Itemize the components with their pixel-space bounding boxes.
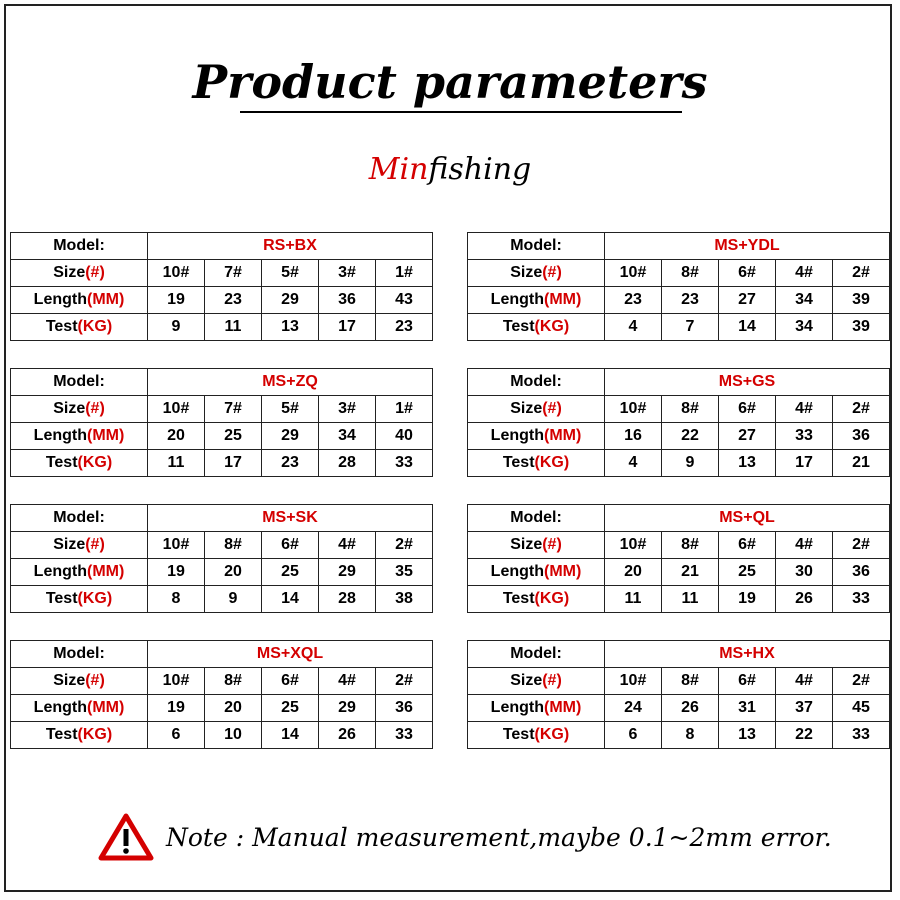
size-value: 3# bbox=[319, 396, 376, 423]
model-name: RS+BX bbox=[148, 233, 433, 260]
test-label-text: Test bbox=[502, 726, 535, 743]
size-value: 10# bbox=[605, 260, 662, 287]
size-label bbox=[11, 260, 148, 287]
test-value: 14 bbox=[262, 722, 319, 749]
size-value: 4# bbox=[776, 260, 833, 287]
test-value: 23 bbox=[376, 314, 433, 341]
size-label bbox=[468, 532, 605, 559]
test-value: 9 bbox=[662, 450, 719, 477]
spec-table bbox=[10, 232, 433, 341]
length-label-text: Length bbox=[490, 291, 544, 308]
spec-table bbox=[467, 504, 890, 613]
length-unit: (MM) bbox=[87, 563, 125, 580]
test-value: 19 bbox=[719, 586, 776, 613]
test-value: 4 bbox=[605, 450, 662, 477]
size-value: 4# bbox=[319, 668, 376, 695]
test-value: 17 bbox=[205, 450, 262, 477]
length-value: 20 bbox=[605, 559, 662, 586]
size-label-text: Size bbox=[53, 400, 86, 417]
size-label bbox=[11, 532, 148, 559]
length-value: 36 bbox=[319, 287, 376, 314]
test-unit: (KG) bbox=[534, 318, 570, 335]
length-value: 40 bbox=[376, 423, 433, 450]
model-row bbox=[11, 233, 433, 260]
length-value: 20 bbox=[205, 695, 262, 722]
size-value: 2# bbox=[376, 668, 433, 695]
test-value: 28 bbox=[319, 586, 376, 613]
test-value: 13 bbox=[262, 314, 319, 341]
test-value: 6 bbox=[148, 722, 205, 749]
test-value: 8 bbox=[148, 586, 205, 613]
length-row bbox=[11, 695, 433, 722]
test-label bbox=[468, 450, 605, 477]
length-value: 33 bbox=[776, 423, 833, 450]
test-row bbox=[468, 586, 890, 613]
test-row bbox=[11, 722, 433, 749]
test-label-text: Test bbox=[45, 726, 78, 743]
size-value: 4# bbox=[776, 532, 833, 559]
size-value: 2# bbox=[833, 396, 890, 423]
length-value: 29 bbox=[262, 287, 319, 314]
size-value: 10# bbox=[148, 396, 205, 423]
test-value: 33 bbox=[833, 722, 890, 749]
spec-table bbox=[467, 640, 890, 749]
size-value: 6# bbox=[262, 532, 319, 559]
test-unit: (KG) bbox=[534, 454, 570, 471]
length-label-text: Length bbox=[33, 291, 87, 308]
test-value: 7 bbox=[662, 314, 719, 341]
test-label bbox=[468, 314, 605, 341]
size-value: 10# bbox=[148, 260, 205, 287]
size-label-text: Size bbox=[510, 264, 543, 281]
size-label-text: Size bbox=[53, 264, 86, 281]
model-label: Model: bbox=[468, 233, 605, 260]
size-value: 8# bbox=[205, 532, 262, 559]
test-value: 26 bbox=[319, 722, 376, 749]
length-value: 19 bbox=[148, 559, 205, 586]
model-name: MS+ZQ bbox=[148, 369, 433, 396]
length-row bbox=[468, 423, 890, 450]
test-label bbox=[11, 314, 148, 341]
test-value: 17 bbox=[776, 450, 833, 477]
length-row bbox=[468, 695, 890, 722]
size-row bbox=[11, 260, 433, 287]
size-value: 10# bbox=[148, 668, 205, 695]
size-label-text: Size bbox=[510, 400, 543, 417]
size-label bbox=[11, 396, 148, 423]
spec-table bbox=[467, 368, 890, 477]
test-value: 34 bbox=[776, 314, 833, 341]
model-name: MS+XQL bbox=[148, 641, 433, 668]
test-value: 11 bbox=[605, 586, 662, 613]
test-value: 23 bbox=[262, 450, 319, 477]
length-value: 29 bbox=[319, 559, 376, 586]
size-label bbox=[11, 668, 148, 695]
size-value: 8# bbox=[662, 532, 719, 559]
length-value: 43 bbox=[376, 287, 433, 314]
test-value: 21 bbox=[833, 450, 890, 477]
size-row bbox=[11, 532, 433, 559]
length-label-text: Length bbox=[490, 427, 544, 444]
note-text: Note : Manual measurement,maybe 0.1~2mm error. bbox=[166, 822, 832, 852]
length-row bbox=[468, 287, 890, 314]
length-value: 16 bbox=[605, 423, 662, 450]
model-label: Model: bbox=[468, 641, 605, 668]
test-value: 9 bbox=[205, 586, 262, 613]
size-value: 2# bbox=[376, 532, 433, 559]
test-label-text: Test bbox=[45, 454, 78, 471]
length-unit: (MM) bbox=[544, 699, 582, 716]
model-row bbox=[468, 641, 890, 668]
length-label-text: Length bbox=[490, 699, 544, 716]
size-value: 6# bbox=[719, 668, 776, 695]
page-title: Product parameters bbox=[192, 55, 708, 109]
warning-icon bbox=[98, 813, 154, 861]
size-label bbox=[468, 260, 605, 287]
brand-name bbox=[0, 150, 900, 190]
length-value: 21 bbox=[662, 559, 719, 586]
size-label-text: Size bbox=[510, 672, 543, 689]
test-value: 33 bbox=[833, 586, 890, 613]
model-row bbox=[11, 505, 433, 532]
test-value: 9 bbox=[148, 314, 205, 341]
test-label-text: Test bbox=[502, 590, 535, 607]
size-row bbox=[468, 668, 890, 695]
spec-table bbox=[10, 640, 433, 749]
size-value: 8# bbox=[662, 668, 719, 695]
size-value: 3# bbox=[319, 260, 376, 287]
model-label: Model: bbox=[468, 369, 605, 396]
spec-table bbox=[10, 504, 433, 613]
size-value: 10# bbox=[605, 668, 662, 695]
model-name: MS+GS bbox=[605, 369, 890, 396]
model-label: Model: bbox=[11, 505, 148, 532]
length-unit: (MM) bbox=[87, 699, 125, 716]
model-name: MS+YDL bbox=[605, 233, 890, 260]
size-value: 2# bbox=[833, 532, 890, 559]
model-name: MS+QL bbox=[605, 505, 890, 532]
size-unit: (#) bbox=[85, 264, 105, 281]
size-value: 10# bbox=[148, 532, 205, 559]
test-value: 26 bbox=[776, 586, 833, 613]
test-unit: (KG) bbox=[534, 726, 570, 743]
test-value: 10 bbox=[205, 722, 262, 749]
length-row bbox=[11, 559, 433, 586]
size-value: 6# bbox=[719, 260, 776, 287]
test-unit: (KG) bbox=[77, 454, 113, 471]
size-label-text: Size bbox=[53, 672, 86, 689]
size-label bbox=[468, 396, 605, 423]
test-value: 8 bbox=[662, 722, 719, 749]
model-row bbox=[11, 369, 433, 396]
length-value: 39 bbox=[833, 287, 890, 314]
size-value: 2# bbox=[833, 260, 890, 287]
length-value: 36 bbox=[376, 695, 433, 722]
size-unit: (#) bbox=[85, 400, 105, 417]
test-value: 33 bbox=[376, 722, 433, 749]
size-value: 4# bbox=[319, 532, 376, 559]
length-value: 24 bbox=[605, 695, 662, 722]
length-value: 19 bbox=[148, 287, 205, 314]
test-label-text: Test bbox=[502, 454, 535, 471]
size-row bbox=[468, 260, 890, 287]
test-value: 17 bbox=[319, 314, 376, 341]
test-value: 38 bbox=[376, 586, 433, 613]
length-label bbox=[468, 287, 605, 314]
test-value: 11 bbox=[662, 586, 719, 613]
test-value: 39 bbox=[833, 314, 890, 341]
size-value: 2# bbox=[833, 668, 890, 695]
length-label bbox=[468, 559, 605, 586]
size-value: 8# bbox=[662, 396, 719, 423]
length-label-text: Length bbox=[33, 427, 87, 444]
model-row bbox=[11, 641, 433, 668]
length-label-text: Length bbox=[33, 563, 87, 580]
length-value: 25 bbox=[205, 423, 262, 450]
length-value: 19 bbox=[148, 695, 205, 722]
size-row bbox=[11, 668, 433, 695]
size-unit: (#) bbox=[85, 672, 105, 689]
test-label bbox=[11, 722, 148, 749]
size-label bbox=[468, 668, 605, 695]
length-value: 26 bbox=[662, 695, 719, 722]
test-value: 13 bbox=[719, 450, 776, 477]
length-value: 23 bbox=[605, 287, 662, 314]
model-name: MS+SK bbox=[148, 505, 433, 532]
length-value: 35 bbox=[376, 559, 433, 586]
length-value: 20 bbox=[205, 559, 262, 586]
length-value: 25 bbox=[262, 559, 319, 586]
model-row bbox=[468, 233, 890, 260]
length-label bbox=[11, 559, 148, 586]
test-unit: (KG) bbox=[534, 590, 570, 607]
length-value: 29 bbox=[262, 423, 319, 450]
length-label bbox=[468, 695, 605, 722]
test-unit: (KG) bbox=[77, 590, 113, 607]
model-name: MS+HX bbox=[605, 641, 890, 668]
title-underline bbox=[240, 111, 682, 113]
size-row bbox=[11, 396, 433, 423]
length-value: 36 bbox=[833, 559, 890, 586]
length-value: 23 bbox=[662, 287, 719, 314]
length-value: 20 bbox=[148, 423, 205, 450]
length-row bbox=[468, 559, 890, 586]
size-value: 5# bbox=[262, 260, 319, 287]
test-label bbox=[11, 586, 148, 613]
test-row bbox=[11, 314, 433, 341]
length-value: 25 bbox=[719, 559, 776, 586]
length-label bbox=[11, 695, 148, 722]
test-unit: (KG) bbox=[77, 726, 113, 743]
size-unit: (#) bbox=[542, 536, 562, 553]
length-value: 27 bbox=[719, 423, 776, 450]
size-value: 6# bbox=[719, 532, 776, 559]
test-label-text: Test bbox=[45, 318, 78, 335]
model-label: Model: bbox=[11, 233, 148, 260]
note-row bbox=[98, 812, 858, 862]
brand-part-min: Min bbox=[368, 152, 429, 187]
test-row bbox=[11, 586, 433, 613]
length-label bbox=[468, 423, 605, 450]
size-row bbox=[468, 532, 890, 559]
length-label-text: Length bbox=[33, 699, 87, 716]
length-label bbox=[11, 287, 148, 314]
length-value: 45 bbox=[833, 695, 890, 722]
size-value: 8# bbox=[205, 668, 262, 695]
size-value: 5# bbox=[262, 396, 319, 423]
model-label: Model: bbox=[468, 505, 605, 532]
length-value: 29 bbox=[319, 695, 376, 722]
test-value: 33 bbox=[376, 450, 433, 477]
test-value: 28 bbox=[319, 450, 376, 477]
size-value: 10# bbox=[605, 396, 662, 423]
size-value: 4# bbox=[776, 396, 833, 423]
size-unit: (#) bbox=[542, 264, 562, 281]
size-value: 1# bbox=[376, 396, 433, 423]
test-row bbox=[468, 314, 890, 341]
test-value: 11 bbox=[205, 314, 262, 341]
test-row bbox=[11, 450, 433, 477]
length-value: 37 bbox=[776, 695, 833, 722]
size-label-text: Size bbox=[53, 536, 86, 553]
test-value: 14 bbox=[719, 314, 776, 341]
test-value: 4 bbox=[605, 314, 662, 341]
length-value: 27 bbox=[719, 287, 776, 314]
length-unit: (MM) bbox=[544, 427, 582, 444]
test-label-text: Test bbox=[502, 318, 535, 335]
size-row bbox=[468, 396, 890, 423]
test-value: 22 bbox=[776, 722, 833, 749]
test-value: 11 bbox=[148, 450, 205, 477]
length-row bbox=[11, 423, 433, 450]
length-value: 22 bbox=[662, 423, 719, 450]
size-value: 6# bbox=[262, 668, 319, 695]
model-row bbox=[468, 369, 890, 396]
size-value: 4# bbox=[776, 668, 833, 695]
length-row bbox=[11, 287, 433, 314]
test-label bbox=[468, 722, 605, 749]
size-value: 1# bbox=[376, 260, 433, 287]
test-label bbox=[468, 586, 605, 613]
length-value: 34 bbox=[776, 287, 833, 314]
spec-table bbox=[467, 232, 890, 341]
length-value: 23 bbox=[205, 287, 262, 314]
size-label-text: Size bbox=[510, 536, 543, 553]
model-row bbox=[468, 505, 890, 532]
length-unit: (MM) bbox=[544, 291, 582, 308]
test-label-text: Test bbox=[45, 590, 78, 607]
brand-part-fishing: fishing bbox=[428, 152, 532, 187]
length-unit: (MM) bbox=[544, 563, 582, 580]
model-label: Model: bbox=[11, 369, 148, 396]
test-value: 14 bbox=[262, 586, 319, 613]
size-value: 8# bbox=[662, 260, 719, 287]
length-label-text: Length bbox=[490, 563, 544, 580]
length-value: 31 bbox=[719, 695, 776, 722]
size-value: 10# bbox=[605, 532, 662, 559]
test-row bbox=[468, 722, 890, 749]
size-value: 7# bbox=[205, 396, 262, 423]
length-unit: (MM) bbox=[87, 427, 125, 444]
length-label bbox=[11, 423, 148, 450]
size-unit: (#) bbox=[542, 672, 562, 689]
size-value: 7# bbox=[205, 260, 262, 287]
size-value: 6# bbox=[719, 396, 776, 423]
size-unit: (#) bbox=[85, 536, 105, 553]
length-value: 25 bbox=[262, 695, 319, 722]
size-unit: (#) bbox=[542, 400, 562, 417]
test-value: 6 bbox=[605, 722, 662, 749]
model-label: Model: bbox=[11, 641, 148, 668]
length-value: 34 bbox=[319, 423, 376, 450]
length-value: 30 bbox=[776, 559, 833, 586]
spec-table bbox=[10, 368, 433, 477]
length-unit: (MM) bbox=[87, 291, 125, 308]
test-row bbox=[468, 450, 890, 477]
test-unit: (KG) bbox=[77, 318, 113, 335]
length-value: 36 bbox=[833, 423, 890, 450]
test-label bbox=[11, 450, 148, 477]
test-value: 13 bbox=[719, 722, 776, 749]
